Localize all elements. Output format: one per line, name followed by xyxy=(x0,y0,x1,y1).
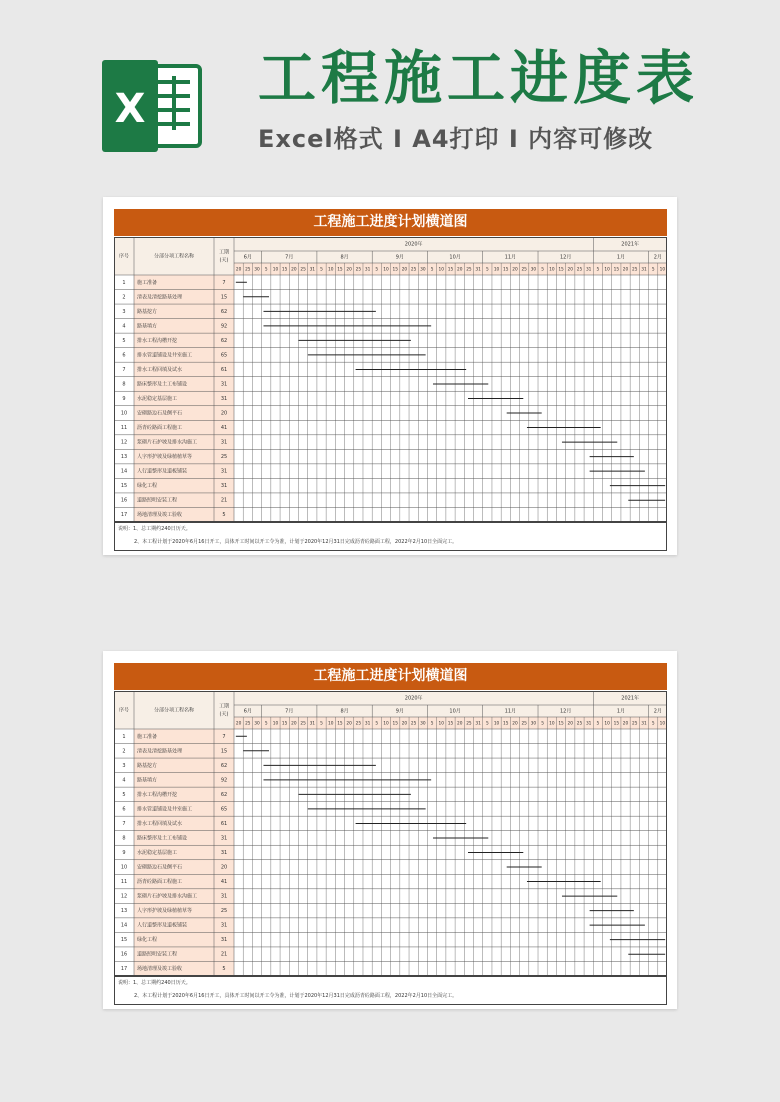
task-name: 路基挖方 xyxy=(137,762,158,769)
task-duration: 5 xyxy=(222,512,226,519)
day-label: 10 xyxy=(327,267,334,273)
task-name: 道路照明安装工程 xyxy=(137,497,178,504)
day-label: 5 xyxy=(596,721,600,727)
day-label: 15 xyxy=(392,721,398,727)
logo-letter: X xyxy=(114,86,146,132)
task-duration: 31 xyxy=(220,922,228,929)
day-label: 25 xyxy=(632,721,638,727)
day-label: 30 xyxy=(530,267,537,273)
task-index: 8 xyxy=(122,835,126,842)
task-index: 3 xyxy=(122,762,126,769)
task-name: 人字形护坡及绿植植草等 xyxy=(137,454,193,461)
day-label: 25 xyxy=(576,267,583,273)
day-label: 10 xyxy=(493,267,500,273)
task-index: 1 xyxy=(122,733,126,740)
day-label: 25 xyxy=(576,721,583,727)
task-duration: 15 xyxy=(220,294,228,301)
day-label: 30 xyxy=(420,267,426,273)
task-index: 10 xyxy=(120,864,128,871)
day-label: 5 xyxy=(264,721,268,727)
task-index: 17 xyxy=(120,966,128,973)
day-label: 15 xyxy=(613,267,620,273)
day-label: 10 xyxy=(493,721,500,727)
task-duration: 65 xyxy=(220,352,228,359)
task-index: 15 xyxy=(120,483,128,490)
day-label: 15 xyxy=(503,721,509,727)
day-label: 5 xyxy=(541,267,544,273)
task-duration: 20 xyxy=(220,864,228,871)
promo-subtitle: Excel格式 I A4打印 I 内容可修改 xyxy=(258,125,654,153)
task-index: 14 xyxy=(120,468,128,475)
task-name: 安砌路边石及侧平石 xyxy=(137,864,183,871)
day-label: 10 xyxy=(659,267,666,273)
task-index: 13 xyxy=(120,454,128,461)
task-index: 16 xyxy=(120,497,128,504)
task-name: 施工准备 xyxy=(137,733,158,740)
task-index: 14 xyxy=(120,922,128,929)
day-label: 25 xyxy=(632,267,638,273)
day-label: 5 xyxy=(320,267,323,273)
task-index: 2 xyxy=(122,748,126,755)
day-label: 20 xyxy=(401,267,408,273)
month-label: 9月 xyxy=(395,254,404,261)
month-label: 2月 xyxy=(653,254,662,261)
day-label: 10 xyxy=(438,721,445,727)
month-label: 10月 xyxy=(449,708,461,715)
task-name: 场地清理及竣工验收 xyxy=(137,512,183,519)
day-label: 15 xyxy=(447,267,454,273)
day-label: 10 xyxy=(438,267,445,273)
day-label: 25 xyxy=(355,721,362,727)
task-duration: 31 xyxy=(220,439,228,446)
day-label: 10 xyxy=(383,721,389,727)
note-line-2: 2、本工程计划于2020年6月16日开工，具体开工时间以开工令为准，计划于2020年12月31日完成沥青砼路面工程，2022年2月10日全面完工。 xyxy=(134,539,458,545)
task-name: 清表及清挖路基处理 xyxy=(137,748,183,755)
task-name: 路基填方 xyxy=(137,323,158,330)
task-duration: 62 xyxy=(220,337,228,344)
day-label: 20 xyxy=(291,267,297,273)
schedule-sheet-1 xyxy=(103,197,677,555)
day-label: 30 xyxy=(254,721,260,727)
task-duration: 5 xyxy=(222,966,226,973)
task-duration: 41 xyxy=(220,425,228,432)
day-label: 25 xyxy=(300,721,306,727)
task-name: 水泥稳定基层施工 xyxy=(137,850,178,856)
task-duration: 31 xyxy=(220,396,228,402)
day-label: 5 xyxy=(485,721,489,727)
task-duration: 61 xyxy=(220,366,228,373)
day-label: 31 xyxy=(309,721,316,727)
day-label: 20 xyxy=(456,721,463,727)
day-label: 31 xyxy=(585,267,592,273)
day-label: 20 xyxy=(512,267,518,273)
year-label-2021: 2021年 xyxy=(621,695,640,702)
task-name: 人字形护坡及绿植植草等 xyxy=(137,908,193,915)
header-duration-unit: (天) xyxy=(219,257,229,264)
day-label: 15 xyxy=(337,267,343,273)
task-duration: 31 xyxy=(220,835,228,842)
task-index: 17 xyxy=(120,512,128,519)
task-duration: 61 xyxy=(220,820,228,827)
task-name: 排水工程沟槽开挖 xyxy=(137,337,178,344)
day-label: 20 xyxy=(291,721,297,727)
task-index: 10 xyxy=(120,410,128,417)
task-duration: 21 xyxy=(220,951,228,958)
day-label: 15 xyxy=(613,721,620,727)
task-index: 4 xyxy=(122,777,126,784)
header-duration: 工期 xyxy=(218,249,230,256)
task-duration: 20 xyxy=(220,410,228,417)
day-label: 31 xyxy=(641,267,647,273)
header-index: 序号 xyxy=(118,253,130,260)
task-duration: 31 xyxy=(220,937,228,944)
day-label: 5 xyxy=(430,267,434,273)
task-name: 沥青砼路面工程施工 xyxy=(137,879,183,886)
note-line-1: 说明：1、总工期约240日历天。 xyxy=(118,980,191,986)
task-duration: 7 xyxy=(222,733,226,740)
day-label: 30 xyxy=(254,267,260,273)
note-line-2: 2、本工程计划于2020年6月16日开工，具体开工时间以开工令为准，计划于2020年12月31日完成沥青砼路面工程，2022年2月10日全面完工。 xyxy=(134,993,458,999)
task-duration: 31 xyxy=(220,381,228,388)
year-label-2021: 2021年 xyxy=(621,241,640,248)
day-label: 25 xyxy=(521,721,527,727)
day-label: 20 xyxy=(456,267,463,273)
task-duration: 7 xyxy=(222,279,226,286)
task-index: 9 xyxy=(122,850,126,856)
month-label: 10月 xyxy=(449,254,461,261)
day-label: 25 xyxy=(521,267,527,273)
day-label: 15 xyxy=(281,267,288,273)
day-label: 30 xyxy=(530,721,537,727)
month-label: 1月 xyxy=(616,254,626,261)
day-label: 25 xyxy=(355,267,362,273)
day-label: 15 xyxy=(447,721,454,727)
day-label: 10 xyxy=(549,267,555,273)
day-label: 20 xyxy=(346,267,352,273)
task-name: 路基填方 xyxy=(137,777,158,784)
day-label: 20 xyxy=(567,267,574,273)
day-label: 5 xyxy=(375,721,379,727)
day-label: 10 xyxy=(272,267,279,273)
day-label: 30 xyxy=(420,721,426,727)
gantt-grid xyxy=(114,237,667,522)
day-label: 20 xyxy=(622,267,629,273)
task-index: 3 xyxy=(122,308,126,315)
task-index: 11 xyxy=(120,879,128,886)
day-label: 31 xyxy=(641,721,647,727)
excel-icon xyxy=(100,58,204,154)
day-label: 15 xyxy=(392,267,398,273)
task-index: 5 xyxy=(122,791,126,798)
day-label: 25 xyxy=(410,267,417,273)
year-label-2020: 2020年 xyxy=(404,241,423,248)
task-index: 2 xyxy=(122,294,126,301)
day-label: 5 xyxy=(320,721,323,727)
task-duration: 62 xyxy=(220,762,228,769)
task-index: 13 xyxy=(120,908,128,915)
day-label: 5 xyxy=(264,267,268,273)
month-label: 7月 xyxy=(285,254,294,261)
header-index: 序号 xyxy=(118,707,130,714)
task-duration: 65 xyxy=(220,806,228,813)
notes-box xyxy=(114,976,667,1005)
day-label: 25 xyxy=(245,267,251,273)
task-duration: 31 xyxy=(220,468,228,475)
task-name: 绿化工程 xyxy=(137,483,158,490)
day-label: 15 xyxy=(558,267,564,273)
task-index: 6 xyxy=(122,806,126,813)
task-name: 路床整形及土工布铺设 xyxy=(137,835,188,842)
month-label: 7月 xyxy=(285,708,294,715)
task-duration: 15 xyxy=(220,748,228,755)
task-index: 8 xyxy=(122,381,126,388)
task-duration: 41 xyxy=(220,879,228,886)
promo-title: 工程施工进度表 xyxy=(258,44,700,112)
day-label: 5 xyxy=(651,721,655,727)
day-label: 31 xyxy=(475,267,481,273)
task-name: 场地清理及竣工验收 xyxy=(137,966,183,973)
task-name: 人行道整形及道板铺装 xyxy=(137,468,188,475)
table-title: 工程施工进度计划横道图 xyxy=(114,209,667,236)
task-name: 绿化工程 xyxy=(137,937,158,944)
day-label: 25 xyxy=(410,721,417,727)
task-name: 施工准备 xyxy=(137,279,158,286)
task-name: 水泥稳定基层施工 xyxy=(137,396,178,402)
month-label: 2月 xyxy=(653,708,662,715)
task-name: 排水工程回填及试水 xyxy=(137,366,183,373)
note-line-1: 说明：1、总工期约240日历天。 xyxy=(118,526,191,532)
task-name: 清表及清挖路基处理 xyxy=(137,294,183,301)
task-name: 排水管道铺设及井室施工 xyxy=(137,352,193,359)
task-index: 15 xyxy=(120,937,128,944)
task-name: 沥青砼路面工程施工 xyxy=(137,425,183,432)
task-duration: 25 xyxy=(220,908,228,915)
day-label: 25 xyxy=(300,267,306,273)
task-duration: 31 xyxy=(220,850,228,856)
task-name: 路基挖方 xyxy=(137,308,158,315)
day-label: 15 xyxy=(281,721,288,727)
day-label: 20 xyxy=(512,721,518,727)
day-label: 5 xyxy=(541,721,544,727)
task-index: 7 xyxy=(122,820,126,827)
task-duration: 62 xyxy=(220,791,228,798)
task-index: 12 xyxy=(120,439,128,446)
day-label: 5 xyxy=(375,267,379,273)
month-label: 11月 xyxy=(504,708,517,715)
day-label: 10 xyxy=(604,267,610,273)
day-label: 10 xyxy=(549,721,555,727)
task-duration: 92 xyxy=(220,323,228,330)
gantt-grid xyxy=(114,691,667,976)
day-label: 10 xyxy=(327,721,334,727)
task-duration: 92 xyxy=(220,777,228,784)
day-label: 20 xyxy=(622,721,629,727)
task-duration: 25 xyxy=(220,454,228,461)
day-label: 25 xyxy=(245,721,251,727)
task-index: 16 xyxy=(120,951,128,958)
task-name: 道路照明安装工程 xyxy=(137,951,178,958)
task-duration: 31 xyxy=(220,483,228,490)
day-label: 25 xyxy=(466,267,472,273)
header-duration-unit: (天) xyxy=(219,711,229,718)
task-name: 路床整形及土工布铺设 xyxy=(137,381,188,388)
day-label: 20 xyxy=(235,721,242,727)
day-label: 31 xyxy=(585,721,592,727)
month-label: 6月 xyxy=(243,708,252,715)
table-title: 工程施工进度计划横道图 xyxy=(114,663,667,690)
task-name: 安砌路边石及侧平石 xyxy=(137,410,183,417)
day-label: 10 xyxy=(383,267,389,273)
task-index: 9 xyxy=(122,396,126,402)
task-index: 7 xyxy=(122,366,126,373)
task-index: 12 xyxy=(120,893,128,900)
day-label: 15 xyxy=(337,721,343,727)
task-duration: 21 xyxy=(220,497,228,504)
day-label: 10 xyxy=(659,721,666,727)
month-label: 8月 xyxy=(340,708,349,715)
notes-box xyxy=(114,522,667,551)
header-name: 分部分项工程名称 xyxy=(153,253,195,260)
month-label: 11月 xyxy=(504,254,517,261)
year-label-2020: 2020年 xyxy=(404,695,423,702)
promo-header xyxy=(0,0,780,190)
day-label: 5 xyxy=(596,267,600,273)
day-label: 10 xyxy=(604,721,610,727)
header-duration: 工期 xyxy=(218,703,230,710)
task-index: 1 xyxy=(122,279,126,286)
day-label: 15 xyxy=(558,721,564,727)
task-duration: 62 xyxy=(220,308,228,315)
task-index: 5 xyxy=(122,337,126,344)
task-name: 排水管道铺设及井室施工 xyxy=(137,806,193,813)
day-label: 15 xyxy=(503,267,509,273)
task-name: 排水工程沟槽开挖 xyxy=(137,791,178,798)
day-label: 31 xyxy=(364,267,371,273)
day-label: 20 xyxy=(235,267,242,273)
task-index: 11 xyxy=(120,425,128,432)
task-name: 人行道整形及道板铺装 xyxy=(137,922,188,929)
task-index: 4 xyxy=(122,323,126,330)
task-index: 6 xyxy=(122,352,126,359)
month-label: 6月 xyxy=(243,254,252,261)
month-label: 12月 xyxy=(559,708,572,715)
month-label: 9月 xyxy=(395,708,404,715)
day-label: 31 xyxy=(309,267,316,273)
day-label: 25 xyxy=(466,721,472,727)
day-label: 20 xyxy=(401,721,408,727)
day-label: 10 xyxy=(272,721,279,727)
day-label: 20 xyxy=(567,721,574,727)
task-name: 浆砌片石护坡及排水沟施工 xyxy=(137,893,198,900)
day-label: 5 xyxy=(651,267,655,273)
month-label: 1月 xyxy=(616,708,626,715)
day-label: 31 xyxy=(364,721,371,727)
day-label: 5 xyxy=(485,267,489,273)
task-name: 排水工程回填及试水 xyxy=(137,820,183,827)
day-label: 20 xyxy=(346,721,352,727)
header-name: 分部分项工程名称 xyxy=(153,707,195,714)
task-name: 浆砌片石护坡及排水沟施工 xyxy=(137,439,198,446)
day-label: 5 xyxy=(430,721,434,727)
schedule-sheet-2 xyxy=(103,651,677,1009)
day-label: 31 xyxy=(475,721,481,727)
month-label: 12月 xyxy=(559,254,572,261)
task-duration: 31 xyxy=(220,893,228,900)
month-label: 8月 xyxy=(340,254,349,261)
